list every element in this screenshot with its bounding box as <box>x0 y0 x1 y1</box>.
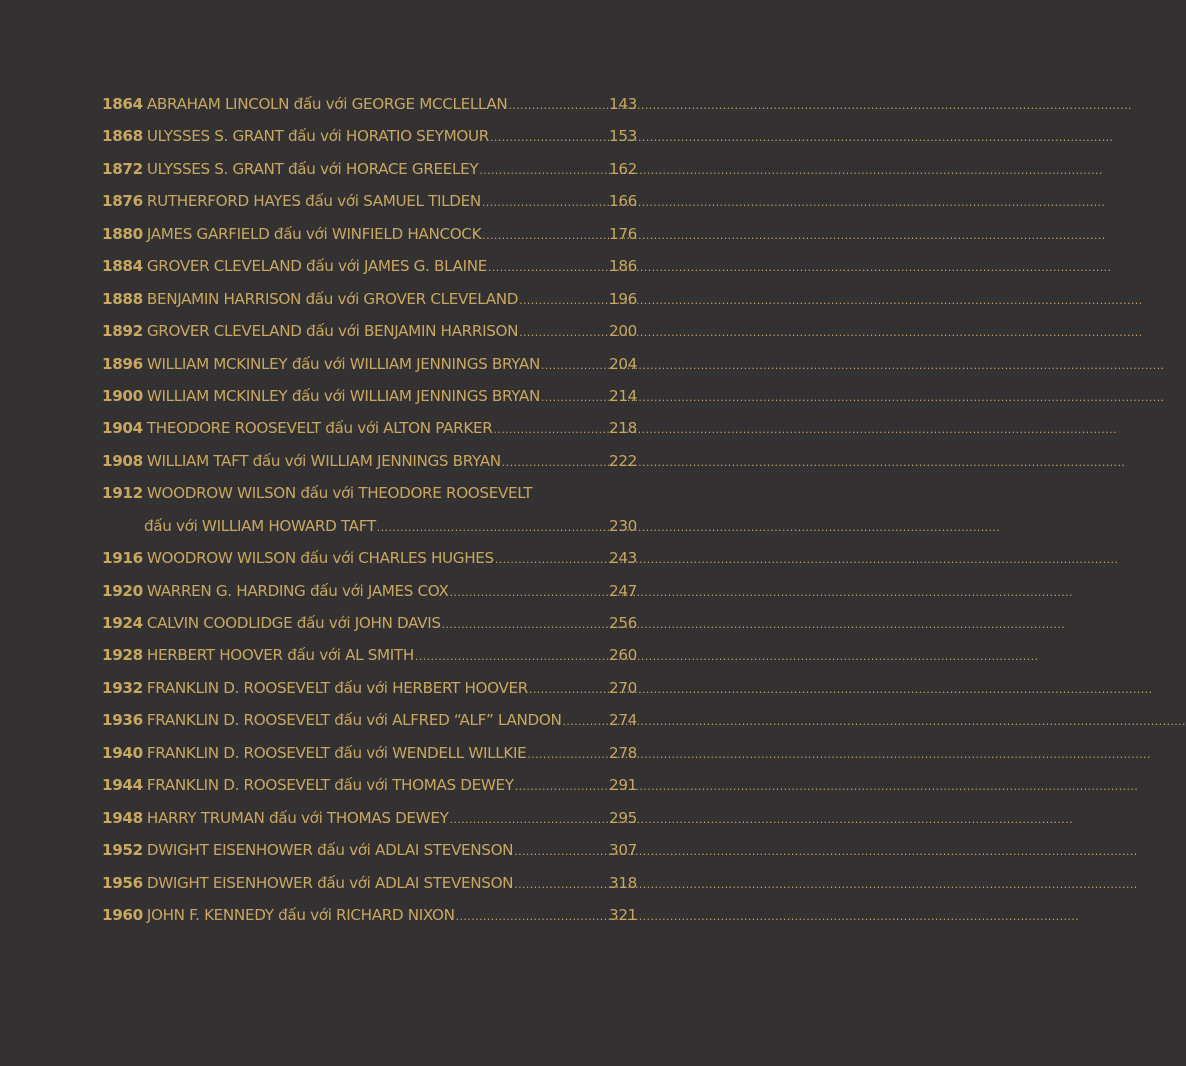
dot-leader <box>450 577 609 609</box>
dot-leader <box>519 285 608 317</box>
toc-entry-title: RUTHERFORD HAYES đấu với SAMUEL TILDEN <box>146 192 481 211</box>
toc-entry-title: HARRY TRUMAN đấu với THOMAS DEWEY <box>146 808 449 827</box>
toc-entry-year: 1924 <box>102 614 143 632</box>
dot-leader <box>482 220 608 252</box>
toc-entry-page-number: 186 <box>609 257 637 276</box>
toc-entry <box>102 575 637 607</box>
toc-entry-year: 1948 <box>102 808 143 827</box>
toc-entry-title: ULYSSES S. GRANT đấu với HORATIO SEYMOUR <box>146 127 489 146</box>
toc-entry-page-number: 204 <box>609 354 637 373</box>
toc-entry <box>102 380 637 412</box>
toc-entry-title: WILLIAM MCKINLEY đấu với WILLIAM JENNINGS BRYAN <box>146 386 540 405</box>
toc-entry-year: 1932 <box>102 678 143 697</box>
toc-entry-page-number: 214 <box>609 386 637 405</box>
toc-entry-year: 1884 <box>102 257 143 276</box>
toc-entry <box>102 737 637 769</box>
dot-leader <box>442 609 608 641</box>
toc-entry-title: CALVIN COODLIDGE đấu với JOHN DAVIS <box>146 614 441 632</box>
dot-leader <box>515 771 608 803</box>
toc-entry-page-number: 200 <box>609 322 637 341</box>
toc-entry <box>102 639 637 671</box>
toc-entry-continuation-title: đấu với WILLIAM HOWARD TAFT <box>144 516 376 535</box>
toc-entry-title: DWIGHT EISENHOWER đấu với ADLAI STEVENSON <box>146 873 514 892</box>
toc-entry-page-number: 218 <box>609 419 637 438</box>
toc-entry-page-number: 230 <box>609 516 637 535</box>
toc-entry-year: 1928 <box>102 646 143 665</box>
toc-entry-title: GROVER CLEVELAND đấu với BENJAMIN HARRISON <box>146 322 519 341</box>
toc-entry <box>102 185 637 217</box>
toc-entry-page-number: 260 <box>609 646 637 665</box>
toc-entry-title: ABRAHAM LINCOLN đấu với GEORGE MCCLELLAN <box>146 95 508 113</box>
toc-entry <box>102 704 637 736</box>
dot-leader <box>519 317 608 349</box>
toc-entry <box>102 250 637 282</box>
toc-entry-page-number: 256 <box>609 614 637 632</box>
dot-leader <box>377 512 608 544</box>
dot-leader <box>514 836 608 868</box>
dot-leader <box>527 739 608 771</box>
toc-entry-title: ULYSSES S. GRANT đấu với HORACE GREELEY <box>146 159 479 178</box>
toc-entry <box>102 867 637 899</box>
toc-entry-year: 1952 <box>102 841 143 860</box>
toc-entry <box>102 672 637 704</box>
toc-entry <box>102 348 637 380</box>
toc-entry-title: WILLIAM TAFT đấu với WILLIAM JENNINGS BRYAN <box>146 451 501 470</box>
toc-entry-year: 1864 <box>102 95 143 113</box>
toc-entry-year: 1896 <box>102 354 143 373</box>
dot-leader <box>508 90 608 122</box>
toc-entry-title: DWIGHT EISENHOWER đấu với ADLAI STEVENSON <box>146 841 514 860</box>
toc-entry-title: GROVER CLEVELAND đấu với JAMES G. BLAINE <box>146 257 487 276</box>
toc-entry-title: WARREN G. HARDING đấu với JAMES COX <box>146 581 449 600</box>
toc-entry <box>102 899 637 931</box>
toc-entry-page-number: 318 <box>609 873 637 892</box>
table-of-contents <box>102 88 637 931</box>
dot-leader <box>493 414 608 446</box>
toc-entry-title: WILLIAM MCKINLEY đấu với WILLIAM JENNINGS BRYAN <box>146 354 540 373</box>
toc-entry <box>102 542 637 574</box>
dot-leader <box>479 155 608 187</box>
toc-entry-page-number: 143 <box>609 95 637 113</box>
toc-entry-title: FRANKLIN D. ROOSEVELT đấu với THOMAS DEWEY <box>146 776 514 795</box>
toc-entry-year: 1940 <box>102 743 143 762</box>
toc-entry-year: 1916 <box>102 549 143 568</box>
toc-entry-year: 1892 <box>102 322 143 341</box>
toc-entry <box>102 153 637 185</box>
toc-entry-year: 1944 <box>102 776 143 795</box>
toc-entry-year: 1912 <box>102 484 143 503</box>
toc-entry <box>102 120 637 152</box>
toc-entry <box>102 315 637 347</box>
toc-entry <box>102 477 637 509</box>
toc-entry <box>102 412 637 444</box>
toc-entry-year: 1876 <box>102 192 143 211</box>
toc-entry-title: JOHN F. KENNEDY đấu với RICHARD NIXON <box>146 905 455 924</box>
dot-leader <box>502 447 608 479</box>
dot-leader <box>415 641 608 673</box>
dot-leader <box>456 901 608 933</box>
dot-leader <box>563 706 609 738</box>
dot-leader <box>541 350 608 382</box>
dot-leader <box>495 544 608 576</box>
toc-entry-title: THEODORE ROOSEVELT đấu với ALTON PARKER <box>146 419 493 438</box>
toc-entry-page-number: 307 <box>609 841 637 860</box>
toc-entry <box>102 834 637 866</box>
toc-entry-page-number: 321 <box>609 905 637 924</box>
toc-entry-page-number: 274 <box>609 711 637 730</box>
toc-entry-year: 1908 <box>102 451 143 470</box>
dot-leader <box>541 382 608 414</box>
toc-entry-year: 1868 <box>102 127 143 146</box>
toc-entry-page-number: 291 <box>609 776 637 795</box>
dot-leader <box>488 252 608 284</box>
toc-entry-year: 1872 <box>102 159 143 178</box>
toc-entry-title: JAMES GARFIELD đấu với WINFIELD HANCOCK <box>146 224 482 243</box>
dot-leader <box>514 869 608 901</box>
toc-entry-page-number: 196 <box>609 289 637 308</box>
toc-entry-title: FRANKLIN D. ROOSEVELT đấu với HERBERT HOOVER <box>146 678 528 697</box>
dot-leader <box>482 187 608 219</box>
toc-entry-title: HERBERT HOOVER đấu với AL SMITH <box>146 646 414 665</box>
toc-entry <box>102 769 637 801</box>
toc-entry-year: 1960 <box>102 905 143 924</box>
toc-entry-page-number: 278 <box>609 743 637 762</box>
toc-entry-page-number: 295 <box>609 808 637 827</box>
toc-entry <box>102 283 637 315</box>
toc-entry-page-number: 166 <box>609 192 637 211</box>
toc-entry <box>102 445 637 477</box>
toc-entry-year: 1956 <box>102 873 143 892</box>
toc-entry <box>102 218 637 250</box>
toc-entry-year: 1920 <box>102 581 143 600</box>
toc-entry-page-number: 247 <box>609 581 637 600</box>
toc-entry-title: WOODROW WILSON đấu với THEODORE ROOSEVELT <box>146 484 533 503</box>
toc-entry-year: 1904 <box>102 419 143 438</box>
toc-entry-page-number: 222 <box>609 451 637 470</box>
dot-leader <box>450 804 609 836</box>
toc-entry <box>102 607 637 639</box>
toc-entry-year: 1900 <box>102 386 143 405</box>
toc-entry-page-number: 270 <box>609 678 637 697</box>
toc-entry <box>102 802 637 834</box>
toc-entry-page-number: 176 <box>609 224 637 243</box>
toc-entry-year: 1880 <box>102 224 143 243</box>
toc-entry-year: 1936 <box>102 711 143 730</box>
toc-entry-page-number: 153 <box>609 127 637 146</box>
toc-entry-title: BENJAMIN HARRISON đấu với GROVER CLEVELAND <box>146 289 519 308</box>
toc-entry-continuation <box>102 510 637 542</box>
toc-entry-year: 1888 <box>102 289 143 308</box>
toc-entry-title: FRANKLIN D. ROOSEVELT đấu với WENDELL WILLKIE <box>146 743 527 762</box>
dot-leader <box>490 122 608 154</box>
toc-entry-title: FRANKLIN D. ROOSEVELT đấu với ALFRED “ALF” LANDON <box>146 711 562 730</box>
toc-entry <box>102 88 637 120</box>
dot-leader <box>529 674 608 706</box>
toc-entry-page-number: 243 <box>609 549 637 568</box>
toc-entry-title: WOODROW WILSON đấu với CHARLES HUGHES <box>146 549 494 568</box>
toc-entry-page-number: 162 <box>609 159 637 178</box>
